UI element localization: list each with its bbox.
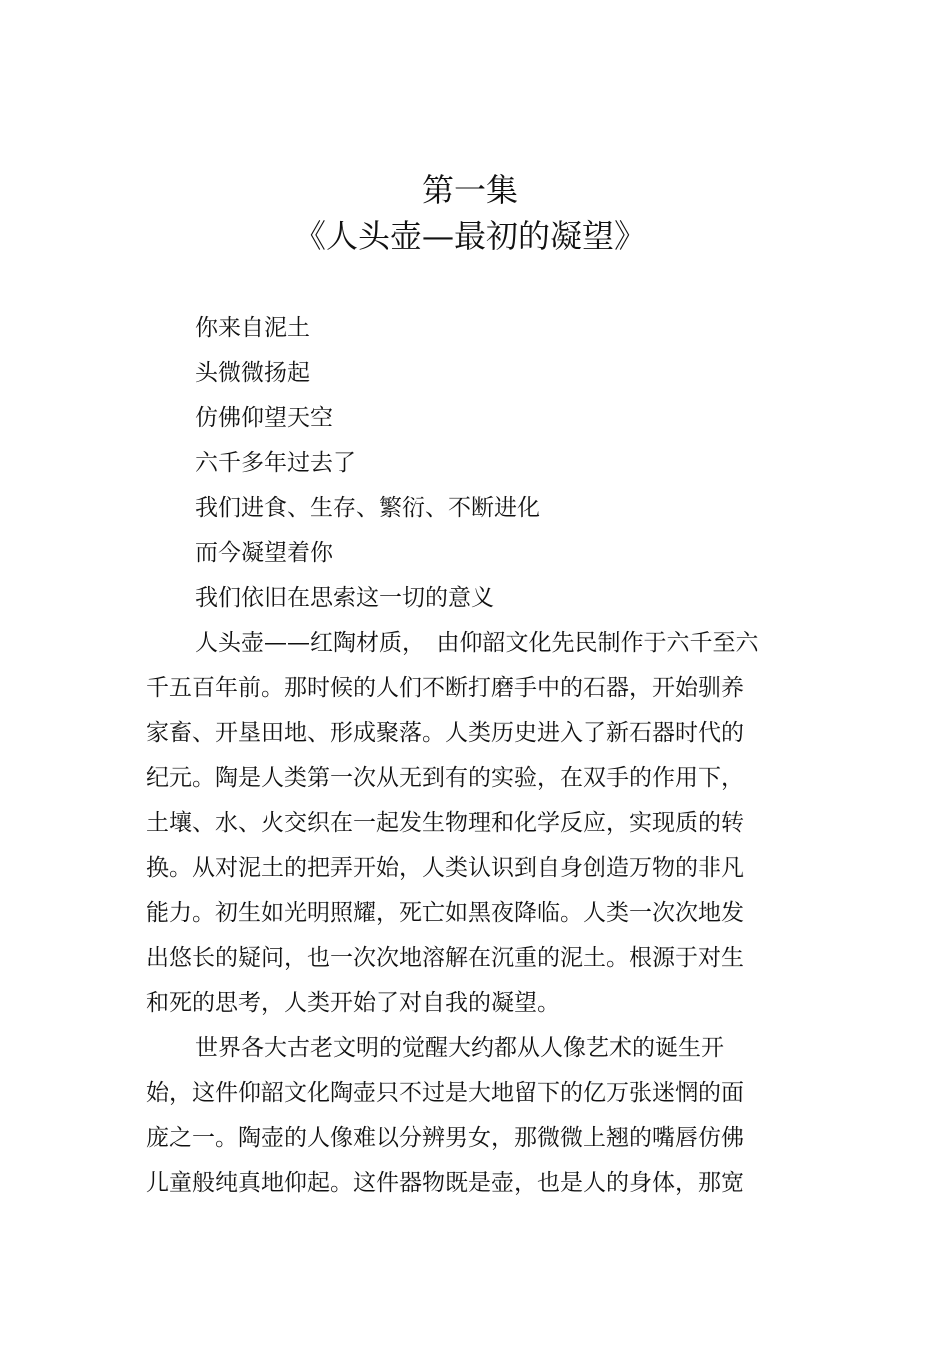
paragraph-line: 庞之一。陶壶的人像难以分辨男女，那微微上翘的嘴唇仿佛	[146, 1125, 744, 1151]
paragraph-line: 千五百年前。那时候的人们不断打磨手中的石器，开始驯养	[146, 675, 744, 701]
paragraph-line: 儿童般纯真地仰起。这件器物既是壶，也是人的身体，那宽	[146, 1170, 744, 1196]
poem-line: 仿佛仰望天空	[195, 405, 333, 431]
episode-subtitle: 《人头壶—最初的凝望》	[293, 217, 646, 255]
poem-line: 你来自泥土	[195, 315, 310, 341]
poem-line: 头微微扬起	[195, 360, 310, 386]
poem	[195, 306, 540, 621]
poem-line: 我们依旧在思索这一切的意义	[195, 585, 494, 611]
paragraph-line: 家畜、开垦田地、形成聚落。人类历史进入了新石器时代的	[146, 720, 744, 746]
paragraph-line: 世界各大古老文明的觉醒大约都从人像艺术的诞生开	[195, 1035, 724, 1061]
paragraph-line: 土壤、水、火交织在一起发生物理和化学反应，实现质的转	[146, 810, 744, 836]
paragraph-line: 和死的思考，人类开始了对自我的凝望。	[146, 990, 560, 1016]
paragraph-line: 人头壶——红陶材质， 由仰韶文化先民制作于六千至六	[195, 630, 759, 656]
paragraph-line: 出悠长的疑问，也一次次地溶解在沉重的泥土。根源于对生	[146, 945, 744, 971]
paragraph-line: 能力。初生如光明照耀，死亡如黑夜降临。人类一次次地发	[146, 900, 744, 926]
poem-line: 我们进食、生存、繁衍、不断进化	[195, 495, 540, 521]
paragraph-line: 始，这件仰韶文化陶壶只不过是大地留下的亿万张迷惘的面	[146, 1080, 744, 1106]
paragraph-line: 纪元。陶是人类第一次从无到有的实验，在双手的作用下，	[146, 765, 744, 791]
poem-line: 而今凝望着你	[195, 540, 333, 566]
episode-title: 第一集	[421, 171, 518, 209]
poem-line: 六千多年过去了	[195, 450, 356, 476]
paragraph-line: 换。从对泥土的把弄开始，人类认识到自身创造万物的非凡	[146, 855, 744, 881]
